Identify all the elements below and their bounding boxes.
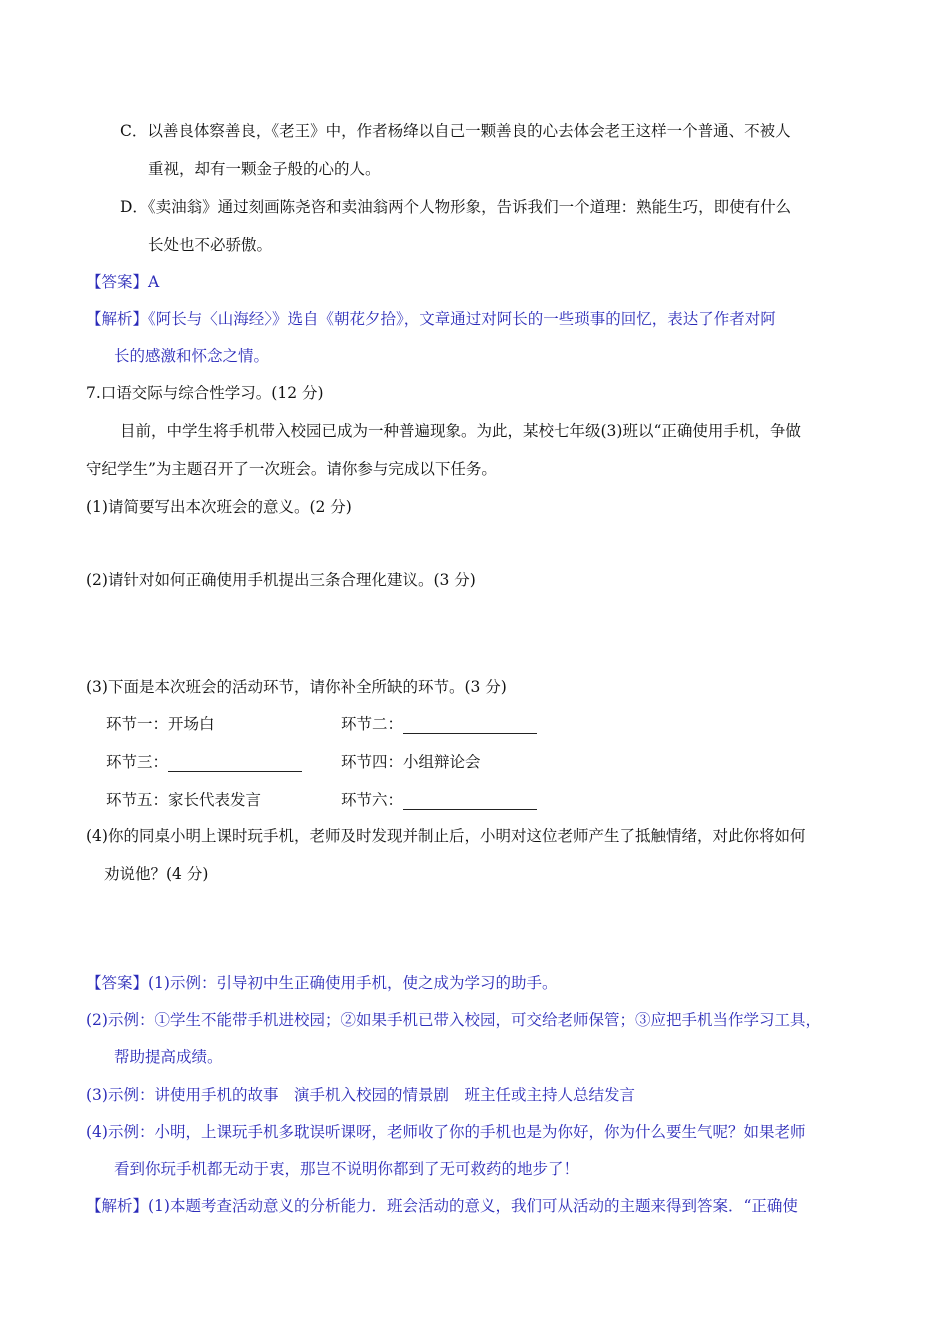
step-1: 环节一：开场白 — [106, 715, 215, 733]
q6-analysis-line1: 【解析】《阿长与〈山海经〉》选自《朝花夕拾》，文章通过对阿长的一些琐事的回忆，表达了作者对阿 — [86, 310, 776, 328]
q7-title: 7.口语交际与综合性学习。(12 分) — [86, 384, 324, 402]
answer-4-line1: (4)示例：小明，上课玩手机多耽误听课呀，老师收了你的手机也是为你好，你为什么要生气呢？如果老师 — [86, 1123, 806, 1141]
step-3-blank[interactable] — [168, 755, 302, 772]
step-5: 环节五：家长代表发言 — [106, 791, 262, 809]
q7-intro-line2: 守纪学生”为主题召开了一次班会。请你参与完成以下任务。 — [86, 460, 497, 478]
option-c-line1: C．以善良体察善良，《老王》中，作者杨绛以自己一颗善良的心去体会老王这样一个普通、不被人 — [120, 122, 791, 140]
step-6 — [341, 790, 537, 810]
step-3 — [106, 752, 302, 772]
option-d-line2: 长处也不必骄傲。 — [148, 236, 273, 254]
answer-1: 【答案】(1)示例：引导初中生正确使用手机，使之成为学习的助手。 — [86, 974, 558, 992]
step-2-label: 环节二： — [341, 715, 404, 733]
step-3-label: 环节三： — [106, 753, 169, 771]
step-6-blank[interactable] — [403, 793, 537, 810]
q7-intro-line1: 目前，中学生将手机带入校园已成为一种普遍现象。为此，某校七年级(3)班以“正确使用手机，争做 — [120, 422, 801, 440]
answer-2-line1: (2)示例：①学生不能带手机进校园；②如果手机已带入校园，可交给老师保管；③应把手机当作学习工具， — [86, 1011, 821, 1029]
q7-sub4-line1: (4)你的同桌小明上课时玩手机，老师及时发现并制止后，小明对这位老师产生了抵触情绪，对此你将如何 — [86, 827, 806, 845]
option-c-line2: 重视，却有一颗金子般的心的人。 — [148, 160, 381, 178]
q6-analysis-line2: 长的感激和怀念之情。 — [114, 347, 270, 365]
answer-3: (3)示例：讲使用手机的故事 演手机入校园的情景剧 班主任或主持人总结发言 — [86, 1086, 635, 1104]
step-2-blank[interactable] — [403, 717, 537, 734]
step-6-label: 环节六： — [341, 791, 404, 809]
analysis-1-line1: 【解析】(1)本题考查活动意义的分析能力．班会活动的意义，我们可从活动的主题来得到答案．“正确使 — [86, 1197, 798, 1215]
step-2 — [341, 714, 537, 734]
q6-answer: 【答案】A — [86, 273, 160, 291]
step-4: 环节四：小组辩论会 — [341, 753, 481, 771]
option-d-line1: D．《卖油翁》通过刻画陈尧咨和卖油翁两个人物形象，告诉我们一个道理：熟能生巧，即使有什么 — [120, 198, 792, 216]
answer-2-line2: 帮助提高成绩。 — [114, 1048, 223, 1066]
q7-sub4-line2: 劝说他？(4 分) — [104, 865, 209, 883]
answer-4-line2: 看到你玩手机都无动于衷，那岂不说明你都到了无可救药的地步了！ — [114, 1160, 580, 1178]
q7-sub3: (3)下面是本次班会的活动环节，请你补全所缺的环节。(3 分) — [86, 678, 507, 696]
q7-sub1: (1)请简要写出本次班会的意义。(2 分) — [86, 498, 352, 516]
q7-sub2: (2)请针对如何正确使用手机提出三条合理化建议。(3 分) — [86, 571, 476, 589]
